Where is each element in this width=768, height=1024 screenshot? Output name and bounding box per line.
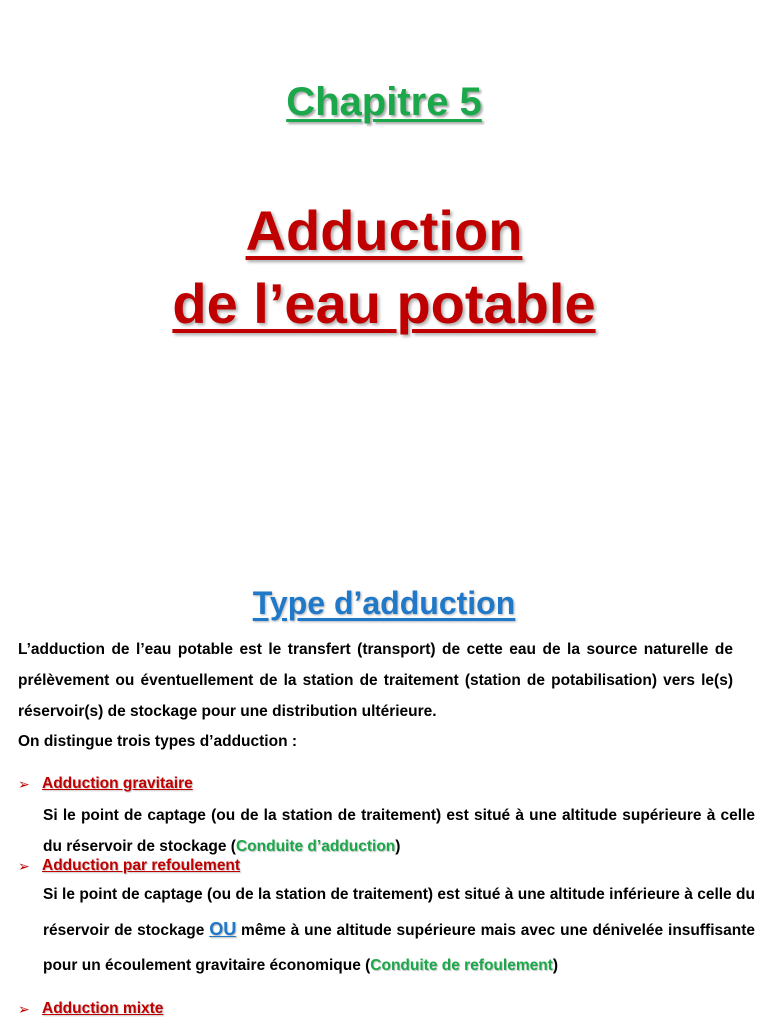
intro-paragraph: L’adduction de l’eau potable est le transfert (transport) de cette eau de la source naturelle de prélèvement ou éventuellement de la station de traitement (station de potabilisation) vers le(s) réservoir(s) de stockage pour une distribution ultérieure. <box>18 641 733 720</box>
main-title-line-1: Adduction <box>245 199 523 262</box>
bullet-description <box>43 800 755 862</box>
bullet-label: Adduction gravitaire <box>42 775 193 792</box>
desc-text: ) <box>395 838 401 855</box>
desc-highlight: Conduite de refoulement <box>370 957 553 974</box>
desc-highlight: Conduite d’adduction <box>235 838 396 855</box>
desc-text: ) <box>552 957 559 974</box>
desc-text: Si le point de captage (ou de la station de traitement) est situé à une altitude supérieure à celle du réservoir de stockage ( <box>43 807 755 855</box>
ou-emphasis: OU <box>209 919 237 939</box>
arrow-bullet-icon: ➢ <box>18 1000 30 1017</box>
arrow-bullet-icon: ➢ <box>18 775 30 792</box>
bullet-description <box>43 877 755 983</box>
arrow-bullet-icon: ➢ <box>18 857 30 874</box>
bullet-label: Adduction mixte <box>42 1000 164 1017</box>
desc-text: même à une altitude supérieure mais avec une dénivelée insuffisante pour un écoulement gravitaire économique ( <box>43 922 755 974</box>
bullet-mixte <box>18 1000 163 1018</box>
main-title-line-2: de l’eau potable <box>172 272 596 335</box>
section-title: Type d’adduction <box>252 585 516 621</box>
desc-text: Si le point de captage (ou de la station de traitement) est situé à une altitude inférieure à celle du réservoir de stockage <box>43 886 755 939</box>
types-intro: On distingue trois types d’adduction : <box>18 733 298 750</box>
chapter-heading: Chapitre 5 <box>286 80 482 124</box>
bullet-label: Adduction par refoulement <box>42 857 241 874</box>
bullet-gravitaire <box>18 775 193 793</box>
bullet-refoulement <box>18 857 240 875</box>
